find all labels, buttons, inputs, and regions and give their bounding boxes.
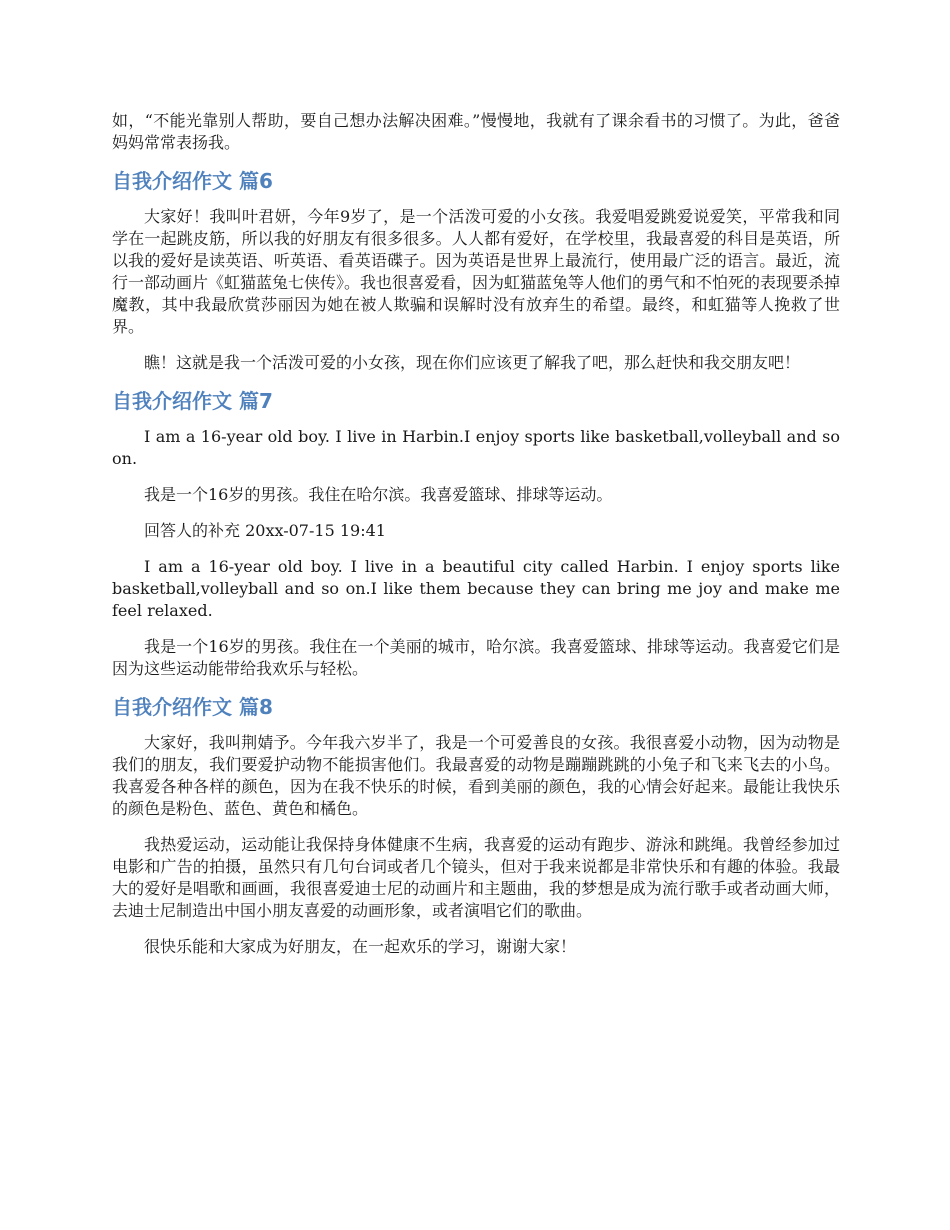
section-heading-7: 自我介绍作文 篇7 bbox=[112, 389, 273, 413]
section-7-paragraph-1: I am a 16-year old boy. I live in Harbin.I enjoy sports like basketball,volleyball and so on. bbox=[112, 427, 840, 468]
section-heading-8: 自我介绍作文 篇8 bbox=[112, 695, 273, 719]
section-8-paragraph-1: 大家好，我叫荆婧予。今年我六岁半了，我是一个可爱善良的女孩。我很喜爱小动物，因为动物是我们的朋友，我们要爱护动物不能损害他们。我最喜爱的动物是蹦蹦跳跳的小兔子和飞来飞去的小鸟。我喜爱各种各样的颜色，因为在我不快乐的时候，看到美丽的颜色，我的心情会好起来。最能让我快乐的颜色是粉色、蓝色、黄色和橘色。 bbox=[112, 733, 840, 818]
section-6-paragraph-1: 大家好！我叫叶君妍，今年9岁了，是一个活泼可爱的小女孩。我爱唱爱跳爱说爱笑，平常我和同学在一起跳皮筋，所以我的好朋友有很多很多。人人都有爱好，在学校里，我最喜爱的科目是英语，所以我的爱好是读英语、听英语、看英语碟子。因为英语是世界上最流行，使用最广泛的语言。最近，流行一部动画片《虹猫蓝兔七侠传》。我也很喜爱看，因为虹猫蓝兔等人他们的勇气和不怕死的表现要杀掉魔教，其中我最欣赏莎丽因为她在被人欺骗和误解时没有放弃生的希望。最终，和虹猫等人挽救了世界。 bbox=[112, 207, 841, 336]
section-7-answer-supplement: 回答人的补充 20xx-07-15 19:41 bbox=[144, 521, 386, 540]
section-6-paragraph-2: 瞧！这就是我一个活泼可爱的小女孩，现在你们应该更了解我了吧，那么赶快和我交朋友吧！ bbox=[144, 353, 801, 372]
section-heading-6: 自我介绍作文 篇6 bbox=[112, 169, 273, 193]
intro-fragment: 如，“不能光靠别人帮助，要自己想办法解决困难。”慢慢地，我就有了课余看书的习惯了。为此，爸爸妈妈常常表扬我。 bbox=[112, 111, 840, 152]
section-8-paragraph-2: 我热爱运动，运动能让我保持身体健康不生病，我喜爱的运动有跑步、游泳和跳绳。我曾经参加过电影和广告的拍摄，虽然只有几句台词或者几个镜头，但对于我来说都是非常快乐和有趣的体验。我最大的爱好是唱歌和画画，我很喜爱迪士尼的动画片和主题曲，我的梦想是成为流行歌手或者动画大师，去迪士尼制造出中国小朋友喜爱的动画形象，或者演唱它们的歌曲。 bbox=[112, 835, 840, 920]
section-7-paragraph-2: 我是一个16岁的男孩。我住在哈尔滨。我喜爱篮球、排球等运动。 bbox=[144, 485, 613, 504]
section-7-paragraph-4: 我是一个16岁的男孩。我住在一个美丽的城市，哈尔滨。我喜爱篮球、排球等运动。我喜爱它们是因为这些运动能带给我欢乐与轻松。 bbox=[112, 637, 840, 678]
section-7-paragraph-3: I am a 16-year old boy. I live in a beautiful city called Harbin. I enjoy sports like basketball,volleyball and so on.I like them because they can bring me joy and make me feel relaxed. bbox=[112, 557, 840, 620]
document-page bbox=[112, 110, 840, 972]
section-8-paragraph-3: 很快乐能和大家成为好朋友，在一起欢乐的学习，谢谢大家！ bbox=[144, 937, 577, 956]
